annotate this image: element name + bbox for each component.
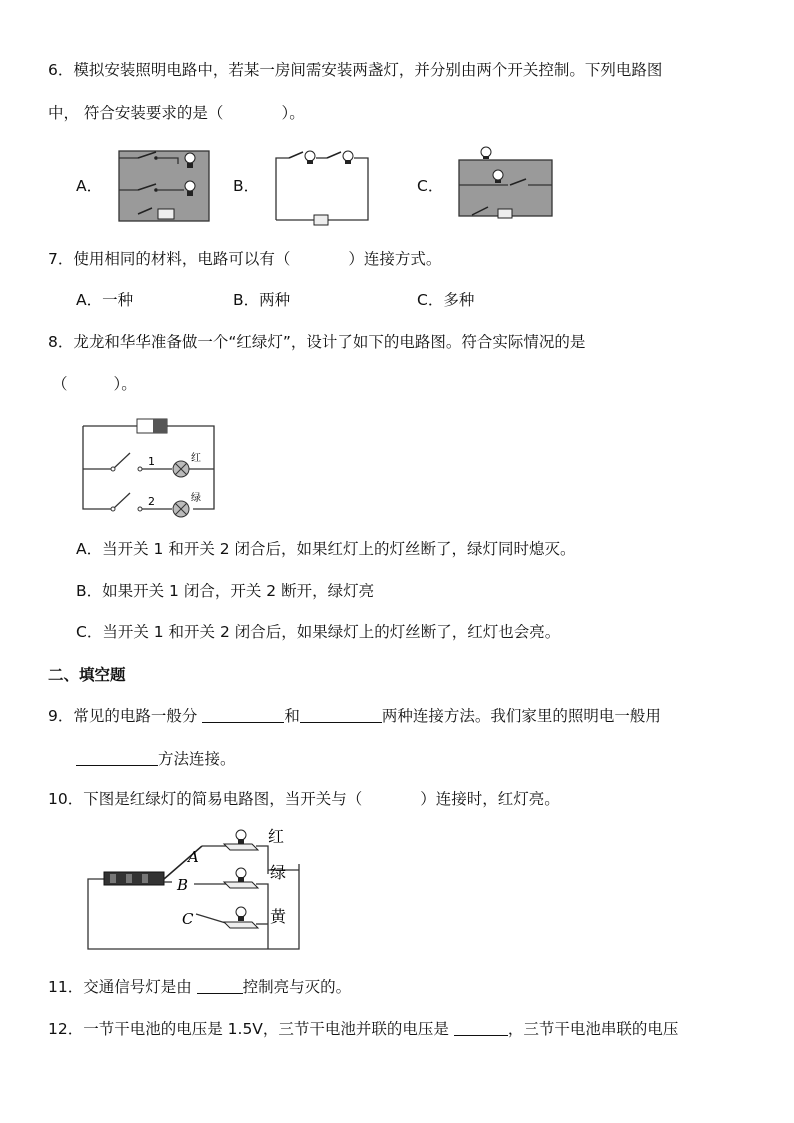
- q6-option-c-label: C．: [417, 177, 444, 195]
- q10-stem-end: ）连接时，红灯亮。: [420, 790, 560, 808]
- q11-stem: [48, 976, 351, 998]
- q9-text-1: 9．常见的电路一般分: [48, 707, 198, 725]
- q12-stem: [48, 1018, 678, 1040]
- q8-paren-open: （: [52, 375, 68, 393]
- q6-diagram-a: [118, 150, 210, 222]
- q6-stem-line1: 6．模拟安装照明电路中，若某一房间需安装两盏灯，并分别由两个开关控制。下列电路图: [48, 61, 663, 79]
- q11-blank[interactable]: [197, 977, 243, 994]
- q10-label-yellow: 黄: [270, 907, 287, 926]
- q8-label-green: 绿: [191, 493, 201, 504]
- q8-stem-end: ）。: [113, 375, 137, 393]
- q6-stem-end: ）。: [281, 104, 305, 122]
- q6-option-b-label: B．: [233, 177, 260, 195]
- q8-option-a[interactable]: A．当开关 1 和开关 2 闭合后，如果红灯上的灯丝断了，绿灯同时熄灭。: [76, 540, 576, 558]
- q9-stem-line1: [48, 705, 661, 727]
- q8-option-c[interactable]: C．当开关 1 和开关 2 闭合后，如果绿灯上的灯丝断了，红灯也会亮。: [76, 623, 561, 641]
- q10-stem-text: 10．下图是红绿灯的简易电路图，当开关与（: [48, 790, 363, 808]
- q8-label-2: 2: [148, 495, 155, 508]
- q8-stem-line2: [52, 373, 137, 395]
- q10-label-red: 红: [268, 827, 285, 846]
- q10-label-a: A: [188, 848, 199, 866]
- q10-label-c: C: [182, 910, 194, 928]
- q8-label-red: 红: [191, 453, 201, 464]
- q6-stem-line2: [48, 102, 305, 124]
- q9-blank-3[interactable]: [76, 749, 158, 766]
- q8-circuit-diagram: [80, 415, 220, 515]
- q9-stem-line2: [76, 748, 236, 770]
- q9-blank-1[interactable]: [202, 706, 284, 723]
- q7-option-a[interactable]: A．一种: [76, 291, 134, 309]
- q10-stem: [48, 788, 560, 810]
- q12-blank-1[interactable]: [454, 1019, 508, 1036]
- q6-option-a-label: A．: [76, 177, 103, 195]
- q9-text-3: 两种连接方法。我们家里的照明电一般用: [381, 707, 661, 725]
- q11-stem-text: 11．交通信号灯是由: [48, 978, 192, 996]
- q9-text-2: 和: [284, 707, 300, 725]
- q9-blank-2[interactable]: [300, 706, 382, 723]
- q6-diagram-b: [274, 150, 370, 222]
- section-title-fill-blank: 二、填空题: [48, 666, 126, 684]
- q10-label-b: B: [177, 876, 189, 894]
- q8-option-b[interactable]: B．如果开关 1 闭合，开关 2 断开，绿灯亮: [76, 582, 375, 600]
- q7-option-b[interactable]: B．两种: [233, 291, 291, 309]
- q9-text-4: 方法连接。: [158, 750, 236, 768]
- q11-stem-end: 控制亮与灭的。: [242, 978, 352, 996]
- q8-stem-line1: 8．龙龙和华华准备做一个“红绿灯”，设计了如下的电路图。符合实际情况的是: [48, 333, 586, 351]
- q6-diagram-c: [458, 145, 554, 221]
- q7-stem-end: ）连接方式。: [348, 250, 442, 268]
- q6-stem-text: 中， 符合安装要求的是（: [48, 104, 224, 122]
- q12-stem-text: 12．一节干电池的电压是 1.5V，三节干电池并联的电压是: [48, 1020, 449, 1038]
- q8-label-1: 1: [148, 455, 155, 468]
- q10-traffic-light-diagram: [84, 824, 304, 954]
- q7-stem-text: 7．使用相同的材料，电路可以有（: [48, 250, 291, 268]
- q7-option-c[interactable]: C．多种: [417, 291, 475, 309]
- q7-stem: [48, 248, 441, 270]
- q12-stem-end: ，三节干电池串联的电压: [507, 1020, 679, 1038]
- q10-label-green: 绿: [270, 863, 287, 882]
